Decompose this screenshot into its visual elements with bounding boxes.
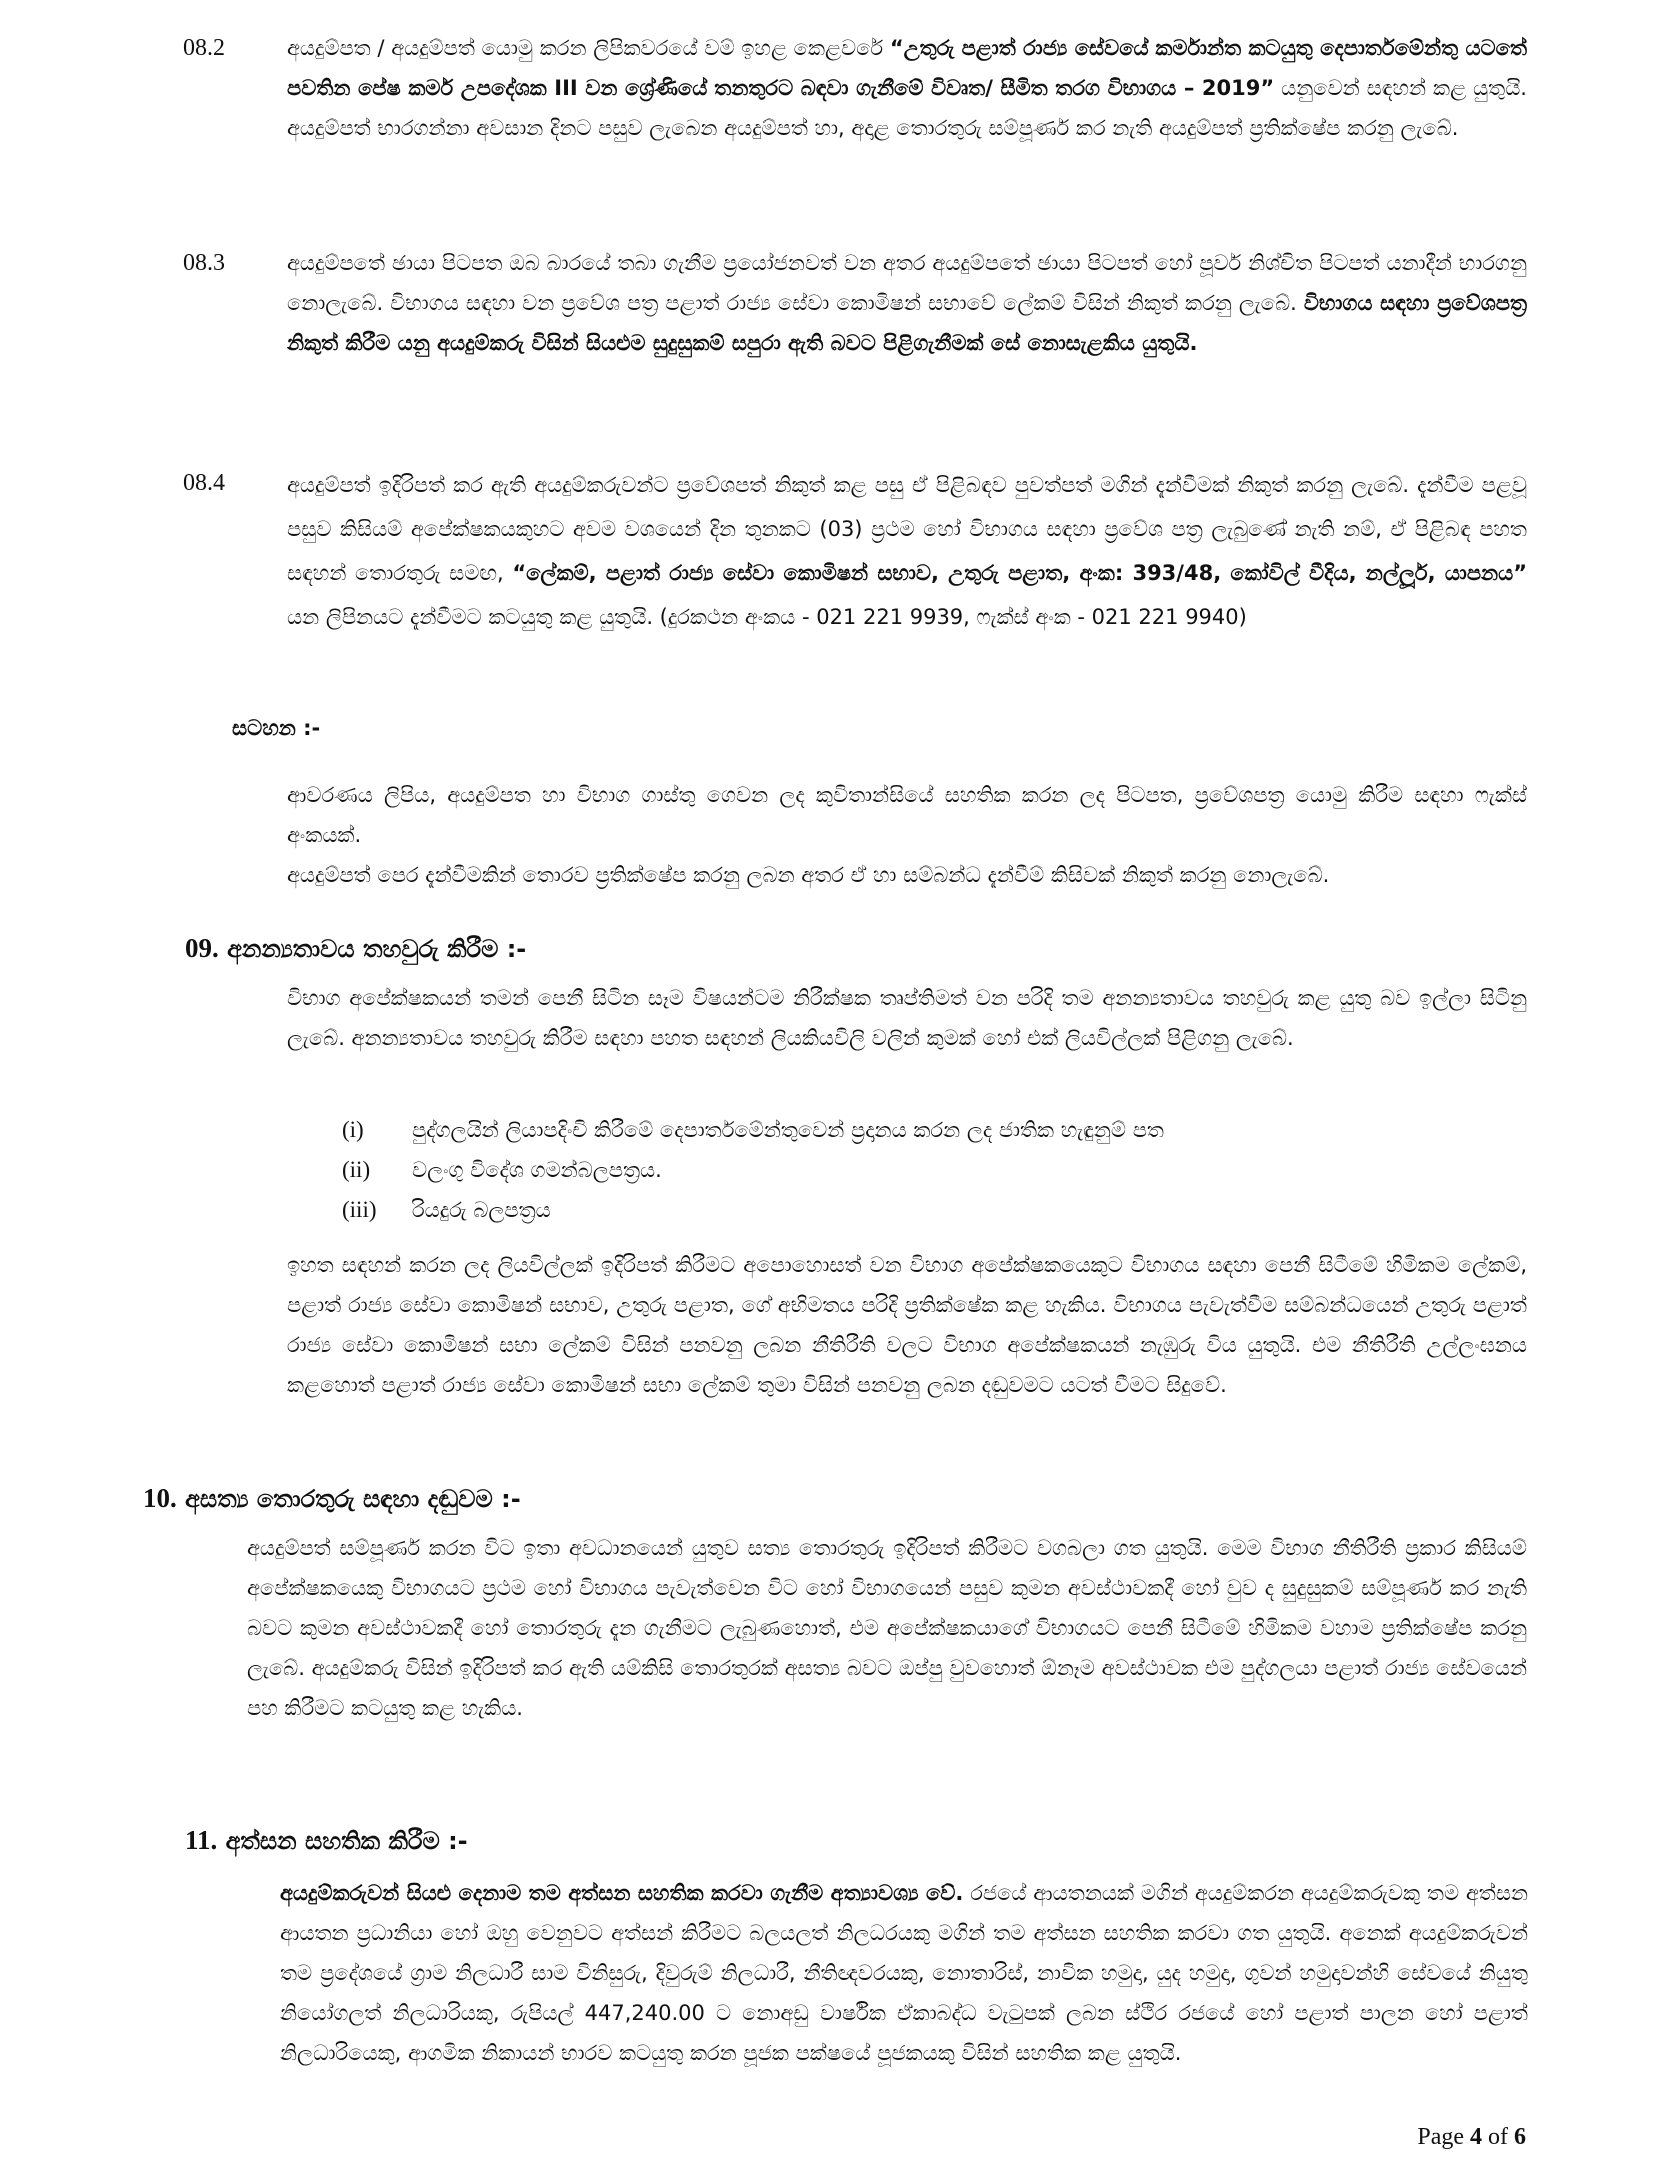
paragraph-11: අයදුම්කරුවන් සියළු දෙනාම තම අත්සන සහතික කරවා ගැනීම අත්‍යාවශ්‍ය වේ. රජයේ ආයතනයක් මගින් අයදුම්කරන අයදුම්කරුවකු තම අත්සන ආයතන ප්‍රධානියා හෝ ඔහු වෙනුවට අත්සන් කිරීමට බලයලත් නිලධරයකු මගින් තම අත්සන සහතික කරවා ගත යුතුයි. අනෙක් අයදුම්කරුවන් තම ප්‍රදේශයේ ග්‍රාම නිලධාරී සාම විනිසුරු, දිවුරුම් නිලධාරී, නීතිඥවරයකු, නොතාරිස්, නාවික හමුදා, යුද හමුදා, ගුවන් හමුදාවන්හි සේවයේ නියුතු නියෝගලත් නිලධාරියකු, රුපියල් 447,240.00 ට නොඅඩු වාර්ෂික ඒකාබද්ධ වැටුපක් ලබන ස්ථිර රජයේ හෝ පළාත් පාලන හෝ පළාත් නිලධාරියෙකු, ආගමික නිකායන් භාරව කටයුතු කරන පූජක පක්ෂයේ පූජකයකු විසින් සහතික කළ යුතුයි.	[280, 1881, 1528, 2065]
paragraph-08-3: අයදුම්පතේ ඡායා පිටපත ඔබ බාරයේ තබා ගැනීම ප්‍රයෝජනවත් වන අතර අයදුම්පතේ ඡායා පිටපත් හෝ පූර්ව නිශ්චිත පිටපත් යනාදීන් භාරගනු නොලැබේ. විභාගය සඳහා වන ප්‍රවේශ පත්‍ර පළාත් රාජ්‍ය සේවා කොමිෂන් සභාවේ ලේකම් විසින් නිකුත් කරනු ලැබේ. විභාගය සඳහා ප්‍රවේශපත්‍ර නිකුත් කිරීම යනු අයදුම්කරු විසින් සියළුම සුදුසුකම් සපුරා ඇති බවට පිළිගැනීමක් සේ නොසැළකිය යුතුයි.	[287, 251, 1527, 355]
section-heading-09: 09. අනන්‍යතාවය තහවුරු කිරීම :-	[185, 933, 527, 963]
list-item: රියදුරු බලපත්‍රය	[412, 1198, 551, 1222]
section-heading-11: 11. අත්සන සහතික කිරීම :-	[185, 1825, 468, 1855]
note-paragraph-1: ආවරණය ලිපිය, අයදුම්පත හා විභාග ගාස්තු ගෙවන ලද කුවිතාන්සියේ සහතික කරන ලද පිටපත, ප්‍රවේශපත්‍ර යොමු කිරීම සඳහා ෆැක්ස් අංකයක්.	[287, 783, 1527, 847]
list-item: වලංගු විදේශ ගමන්බලපත්‍රය.	[412, 1158, 662, 1182]
note-paragraph-2: අයදුම්පත් පෙර දැන්වීමකින් තොරව ප්‍රතික්ෂේප කරනු ලබන අතර ඒ හා සම්බන්ධ දැන්වීම් කිසිවක් නිකුත් කරනු නොලැබේ.	[287, 863, 1330, 887]
note-label: සටහන :-	[232, 716, 321, 740]
paragraph-09-after: ඉහත සඳහන් කරන ලද ලියවිල්ලක් ඉදිරිපත් කිරීමට අපොහොසත් වන විභාග අපේක්ෂකයෙකුට විභාගය සඳහා පෙනී සිටීමේ හිමිකම ලේකම්, පළාත් රාජ්‍ය සේවා කොමිෂන් සභාව, උතුරු පළාත, ගේ අභිමතය පරිදි ප්‍රතික්ෂේක කළ හැකිය. විභාගය පැවැත්වීම සම්බන්ධයෙන් උතුරු පළාත් රාජ්‍ය සේවා කොමිෂන් සභා ලේකම් විසින් පනවනු ලබන නීතිරීති වලට විභාග අපේක්ෂකයන් නැඹුරු විය යුතුයි. එම නීතිරීති උල්ලංඝනය කළහොත් පළාත් රාජ්‍ය සේවා කොමිෂන් සභා ලේකම් තුමා විසින් පනවනු ලබන දඬුවමට යටත් වීමට සිදුවේ.	[287, 1253, 1527, 1397]
section-number: 08.2	[183, 35, 225, 61]
page-number: Page 4 of 6	[1417, 2124, 1526, 2150]
section-heading-10: 10. අසත්‍ය තොරතුරු සඳහා දඬුවම :-	[143, 1483, 521, 1513]
section-number: 08.3	[183, 250, 225, 276]
list-item-number: (iii)	[342, 1197, 377, 1222]
list-item: පුද්ගලයින් ලියාපදිංචි කිරීමේ දෙපාර්තමේන්තුවෙන් ප්‍රදානය කරන ලද ජාතික හැඳුනුම් පත	[412, 1118, 1164, 1142]
section-number: 08.4	[183, 470, 225, 496]
list-item-number: (i)	[342, 1117, 364, 1142]
paragraph-08-4: අයදුම්පත් ඉදිරිපත් කර ඇති අයදුම්කරුවන්ට ප්‍රවේශපත් නිකුත් කළ පසු ඒ පිළිබඳව පුවත්පත් මගින් දැන්වීමක් නිකුත් කරනු ලැබේ. දැන්වීම පළවූ පසුව කිසියම් අපේක්ෂකයකුහට අවම වශයෙන් දින තුනකට (03) ප්‍රථම හෝ විභාගය සඳහා ප්‍රවේශ පත්‍ර ලැබුණේ නැති නම්, ඒ පිළිබඳ පහත සඳහන් තොරතුරු සමඟ, “ලේකම්, පළාත් රාජ්‍ය සේවා කොමිෂන් සභාව, උතුරු පළාත, අංක: 393/48, කෝවිල් වීදිය, නල්ලූර්, යාපනය” යන ලිපිනයට දැන්වීමට කටයුතු කළ යුතුයි. (දුරකථන අංකය - 021 221 9939, ෆැක්ස් අංක - 021 221 9940)	[287, 473, 1527, 629]
list-item-number: (ii)	[342, 1157, 371, 1182]
paragraph-10: අයදුම්පත් සම්පූර්ණ කරන විට ඉතා අවධානයෙන් යුතුව සත්‍ය තොරතුරු ඉදිරිපත් කිරීමට වගබලා ගත යුතුයි. මෙම විභාග නීතිරීති ප්‍රකාර කිසියම් අපේක්ෂකයෙකු විභාගයට ප්‍රථම හෝ විභාගය පැවැත්වෙන විට හෝ විභාගයෙන් පසුව කුමන අවස්ථාවකදී හෝ වුව ද සුදුසුකම් සම්පූර්ණ කර නැති බවට කුමන අවස්ථාවකදී හෝ තොරතුරු දැන ගැනීමට ලැබුණහොත්, එම අපේක්ෂකයාගේ විභාගයට පෙනී සිටීමේ හිමිකම වහාම ප්‍රතික්ෂේප කරනු ලැබේ. අයදුම්කරු විසින් ඉදිරිපත් කර ඇති යම්කිසි තොරතුරක් අසත්‍ය බවට ඔප්පු වුවහොත් ඕනෑම අවස්ථාවක එම පුද්ගලයා පළාත් රාජ්‍ය සේවයෙන් පහ කිරීමට කටයුතු කළ හැකිය.	[247, 1536, 1527, 1720]
paragraph-09-intro: විභාග අපේක්ෂකයන් තමන් පෙනී සිටින සෑම විෂයන්ටම නිරීක්ෂක තෘප්තිමත් වන පරිදි තම අනන්‍යතාවය තහවුරු කළ යුතු බව ඉල්ලා සිටිනු ලැබේ. අනන්‍යතාවය තහවුරු කිරීම සඳහා පහත සඳහන් ලියකියවිලි වලින් කුමක් හෝ එක් ලියවිල්ලක් පිළිගනු ලැබේ.	[287, 986, 1527, 1050]
paragraph-08-2: අයදුම්පත / අයදුම්පත් යොමු කරන ලිපිකවරයේ වම් ඉහළ කෙළවරේ “උතුරු පළාත් රාජ්‍ය සේවයේ කර්මාන්ත කටයුතු දෙපාර්තමේන්තු යටතේ පවතින පේෂ කර්ම උපදේශක III වන ශ්‍රේණියේ තනතුරට බඳවා ගැනීමේ විවෘත/ සීමිත තරග විභාගය – 2019” යනුවෙන් සඳහන් කළ යුතුයි. අයදුම්පත් භාරගන්නා අවසාන දිනට පසුව ලැබෙන අයදුම්පත් හා, අදාළ තොරතුරු සම්පූර්ණ කර නැති අයදුම්පත් ප්‍රතික්ෂේප කරනු ලැබේ.	[287, 36, 1527, 140]
